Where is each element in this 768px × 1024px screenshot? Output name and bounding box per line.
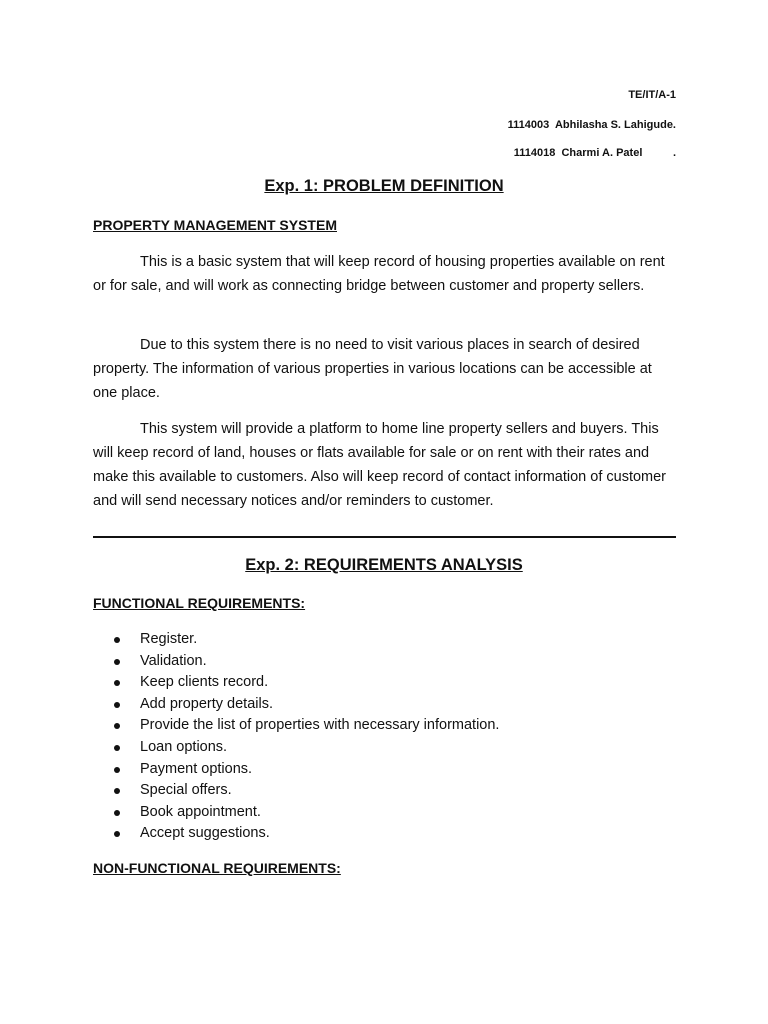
exp1-paragraph-3: This system will provide a platform to home line property sellers and buyers. This will keep record of land, houses or flats available for sale or on rent with their rates and make this available to customers. Also will keep record of contact information of customer and will send necessary notices and/or reminders to customer.: [93, 421, 667, 509]
bullet-icon: [114, 680, 120, 686]
author-line-2: 1114018 Charmi A. Patel .: [513, 147, 676, 159]
list-item: [93, 823, 676, 845]
list-item: [93, 694, 676, 716]
list-item-text: Book appointment.: [140, 803, 261, 820]
bullet-icon: [114, 767, 120, 773]
bullet-icon: [114, 723, 120, 729]
bullet-icon: [114, 745, 120, 751]
exp1-paragraph-2: Due to this system there is no need to visit various places in search of desired property. The information of various properties in various locations can be accessible at one place.: [93, 337, 652, 401]
list-item-text: Provide the list of properties with necessary information.: [140, 717, 500, 734]
bullet-icon: [114, 831, 120, 837]
list-item: [93, 672, 676, 694]
bullet-icon: [114, 637, 120, 643]
list-item: [93, 629, 676, 651]
bullet-icon: [114, 659, 120, 665]
list-item-text: Add property details.: [140, 695, 273, 712]
list-item: [93, 780, 676, 802]
section-divider: [93, 536, 676, 538]
list-item: [93, 759, 676, 781]
non-functional-requirements-heading: NON-FUNCTIONAL REQUIREMENTS:: [93, 860, 341, 876]
class-code: TE/IT/A-1: [628, 89, 676, 101]
list-item-text: Payment options.: [140, 760, 253, 777]
functional-requirements-heading: FUNCTIONAL REQUIREMENTS:: [93, 595, 306, 611]
list-item-text: Register.: [140, 631, 198, 647]
exp1-paragraph-1: This is a basic system that will keep record of housing properties available on rent or for sale, and will work as connecting bridge between customer and property sellers.: [93, 254, 665, 294]
exp2-title: Exp. 2: REQUIREMENTS ANALYSIS: [245, 556, 523, 574]
bullet-icon: [114, 788, 120, 794]
list-item-text: Keep clients record.: [140, 674, 269, 691]
bullet-icon: [114, 702, 120, 708]
list-item: [93, 802, 676, 824]
list-item-text: Validation.: [140, 652, 207, 669]
list-item-text: Accept suggestions.: [140, 825, 270, 842]
exp1-subtitle: PROPERTY MANAGEMENT SYSTEM: [93, 217, 337, 233]
list-item-text: Special offers.: [140, 782, 232, 799]
list-item: [93, 737, 676, 759]
list-item-text: Loan options.: [140, 738, 228, 755]
list-item: [93, 651, 676, 673]
functional-requirements-list: [93, 629, 676, 845]
list-item: [93, 715, 676, 737]
bullet-icon: [114, 810, 120, 816]
exp1-title: Exp. 1: PROBLEM DEFINITION: [264, 177, 504, 195]
author-line-1: 1114003 Abhilasha S. Lahigude.: [507, 119, 676, 131]
